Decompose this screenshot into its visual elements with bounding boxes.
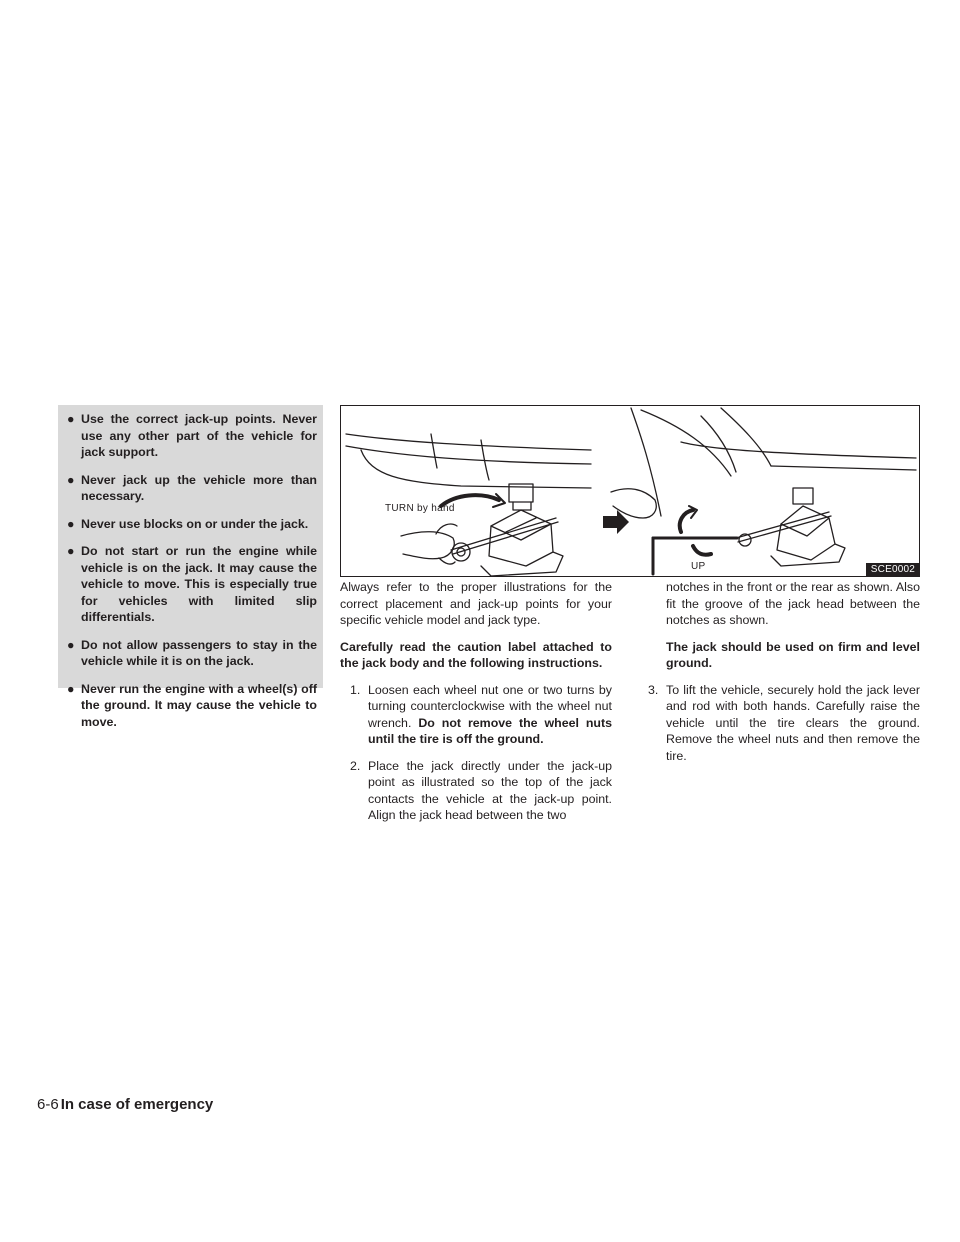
caution-paragraph: Carefully read the caution label attached to the jack body and the following instructions.	[340, 639, 612, 670]
warning-text: Never jack up the vehicle more than necessary.	[81, 472, 317, 503]
step-number: 1.	[350, 682, 361, 697]
jack-drawing	[341, 406, 920, 577]
bullet-icon: ●	[67, 412, 75, 426]
middle-column	[340, 579, 612, 834]
page-number: 6-6	[37, 1096, 59, 1113]
step-bold-text: Do not remove the wheel nuts until the tire is off the ground.	[368, 715, 612, 746]
bullet-icon: ●	[67, 472, 75, 487]
step-2-continued	[648, 579, 920, 629]
jack-illustration	[340, 405, 920, 577]
warning-text: Do not allow passengers to stay in the vehicle while it is on the jack.	[81, 637, 317, 668]
warning-item	[66, 637, 317, 670]
warning-text: Never use blocks on or under the jack.	[81, 516, 309, 531]
step-2-bold: The jack should be used on firm and level ground.	[666, 639, 920, 670]
step-text: Loosen each wheel nut one or two turns by turning counterclockwise with the wheel nut wrench.	[368, 682, 612, 730]
warning-text: Do not start or run the engine while vehicle is on the jack. It may cause the vehicle to move. This is especially true for vehicles with limited slip differentials.	[81, 544, 317, 624]
warning-text: Use the correct jack-up points. Never use any other part of the vehicle for jack support.	[81, 412, 317, 459]
up-label: UP	[691, 561, 706, 572]
figure-code: SCE0002	[866, 563, 919, 576]
bullet-icon: ●	[67, 516, 75, 531]
page-footer	[37, 1096, 213, 1114]
step-text: notches in the front or the rear as shown. Also fit the groove of the jack head between the notches as shown.	[666, 580, 920, 627]
right-column	[648, 579, 920, 774]
warning-item	[66, 411, 317, 461]
step-2	[350, 758, 612, 824]
warning-box	[58, 405, 323, 729]
intro-paragraph: Always refer to the proper illustrations for the correct placement and jack-up points for your specific vehicle model and jack type.	[340, 580, 612, 627]
step-number: 2.	[350, 758, 361, 773]
warning-item	[66, 516, 317, 533]
warning-item	[66, 472, 317, 505]
step-number: 3.	[648, 682, 659, 697]
warning-text: Never run the engine with a wheel(s) off the ground. It may cause the vehicle to move.	[81, 681, 317, 729]
turn-by-hand-label: TURN by hand	[385, 503, 455, 514]
bullet-icon: ●	[67, 544, 75, 558]
warning-item	[66, 543, 317, 626]
step-1	[350, 682, 612, 748]
step-text: Place the jack directly under the jack-up point as illustrated so the top of the jack contacts the vehicle at the jack-up point. Align the jack head between the two	[368, 758, 612, 822]
warning-item	[66, 681, 317, 731]
step-3	[648, 682, 920, 765]
bullet-icon: ●	[67, 681, 75, 696]
step-text: To lift the vehicle, securely hold the jack lever and rod with both hands. Carefully raise the vehicle until the tire clears the ground. Remove the wheel nuts and then remove the tire.	[666, 682, 920, 763]
bullet-icon: ●	[67, 637, 75, 652]
section-title: In case of emergency	[60, 1096, 214, 1113]
